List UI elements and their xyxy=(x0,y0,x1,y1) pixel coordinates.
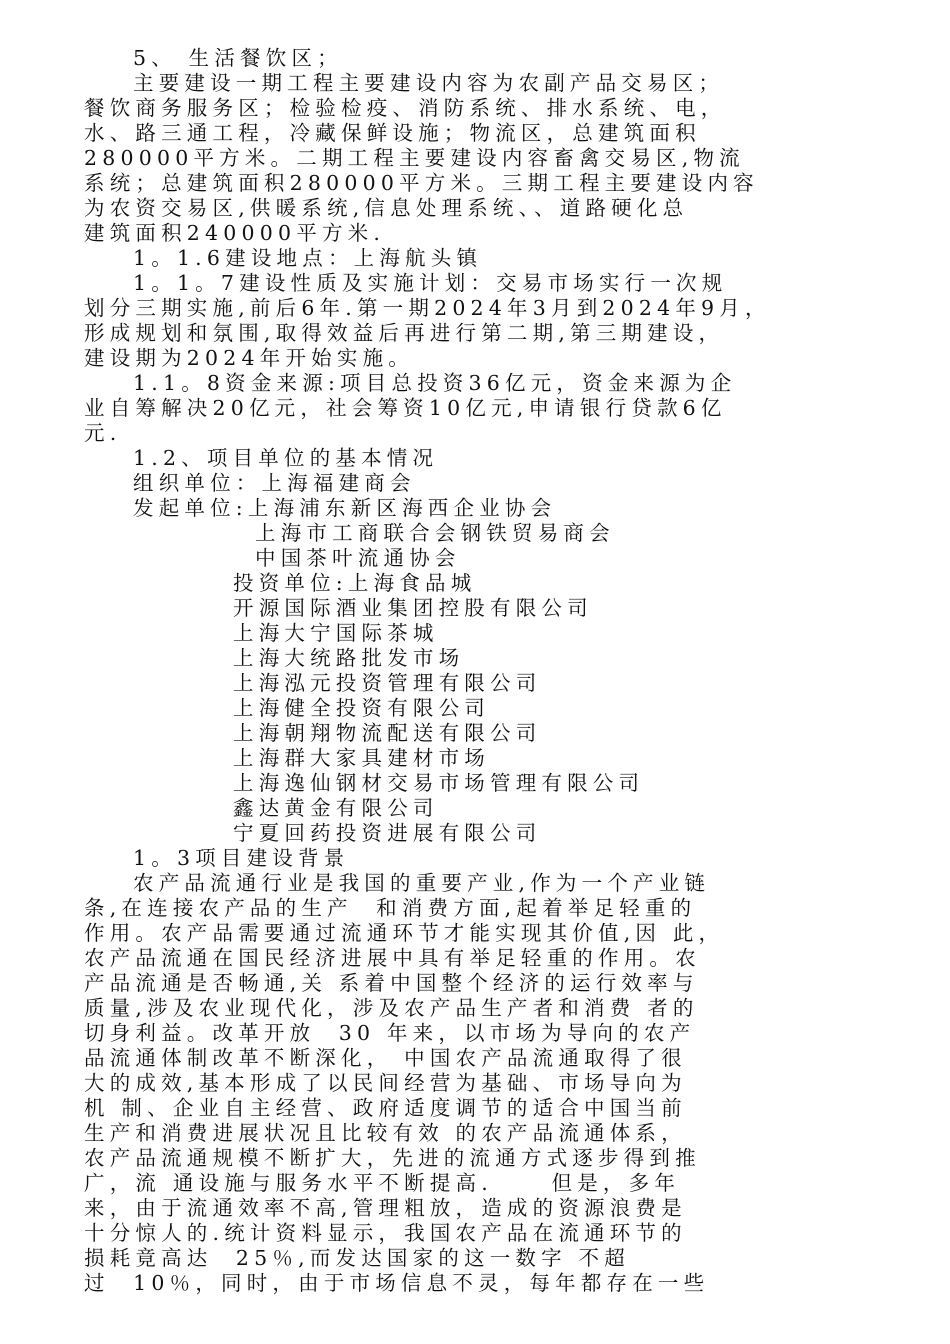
text-line: 餐饮商务服务区；检验检疫、消防系统、排水系统、电， xyxy=(84,96,727,120)
text-line: 农产品流通规模不断扩大，先进的流通方式逐步得到推 xyxy=(84,1146,701,1170)
text-line: 发起单位:上海浦东新区海西企业协会 xyxy=(133,496,557,520)
text-line: 业自筹解决20亿元，社会筹资10亿元,申请银行贷款6亿 xyxy=(84,396,727,420)
text-line: 建筑面积240000平方米. xyxy=(84,221,386,245)
text-line: 大的成效,基本形成了以民间经营为基础、市场导向为 xyxy=(84,1071,687,1095)
text-line: 1.1。8资金来源:项目总投资36亿元，资金来源为企 xyxy=(133,371,737,395)
text-line: 5、 生活餐饮区； xyxy=(133,46,343,70)
list-item: 上海群大家具建材市场 xyxy=(233,746,490,770)
list-item: 上海大宁国际茶城 xyxy=(233,621,439,645)
list-item: 上海大统路批发市场 xyxy=(233,646,465,670)
list-item: 上海泓元投资管理有限公司 xyxy=(233,671,542,695)
text-line: 品流通体制改革不断深化， 中国农产品流通取得了很 xyxy=(84,1046,687,1070)
list-item: 上海朝翔物流配送有限公司 xyxy=(233,721,542,745)
text-line: 生产和消费进展状况且比较有效 的农产品流通体系， xyxy=(84,1121,687,1145)
text-line: 投资单位:上海食品城 xyxy=(233,571,477,595)
text-line: 十分惊人的.统计资料显示，我国农产品在流通环节的 xyxy=(84,1221,687,1245)
text-line: 1。1.6建设地点：上海航头镇 xyxy=(133,246,483,270)
text-line: 过 10％，同时，由于市场信息不灵，每年都存在一些 xyxy=(84,1271,710,1295)
text-line: 产品流通是否畅通,关 系着中国整个经济的运行效率与 xyxy=(84,971,699,995)
text-line: 水、路三通工程，冷藏保鲜设施；物流区，总建筑面积 xyxy=(84,121,701,145)
text-line: 质量,涉及农业现代化，涉及农产品生产者和消费 者的 xyxy=(84,996,699,1020)
list-item: 上海健全投资有限公司 xyxy=(233,696,490,720)
text-line: 为农资交易区,供暖系统,信息处理系统、、道路硬化总 xyxy=(84,196,689,220)
text-line: 形成规划和氛围,取得效益后再进行第二期,第三期建设， xyxy=(84,321,725,345)
text-line: 建设期为2024年开始实施。 xyxy=(84,346,414,370)
text-line: 切身利益。改革开放 30 年来，以市场为导向的农产 xyxy=(84,1021,696,1045)
text-line: 条,在连接农产品的生产 和消费方面,起着举足轻重的 xyxy=(84,896,697,920)
text-line: 作用。农产品需要通过流通环节才能实现其价值,因 此， xyxy=(84,921,725,945)
text-line: 组织单位：上海福建商会 xyxy=(133,471,416,495)
text-line: 主要建设一期工程主要建设内容为农副产品交易区； xyxy=(133,71,725,95)
text-line: 机 制、企业自主经营、政府适度调节的适合中国当前 xyxy=(84,1096,687,1120)
text-line: 280000平方米。二期工程主要建设内容畜禽交易区,物流 xyxy=(84,146,745,170)
text-line: 广，流 通设施与服务水平不断提高. 但是，多年 xyxy=(84,1171,681,1195)
list-item: 鑫达黄金有限公司 xyxy=(233,796,439,820)
text-line: 损耗竟高达 25％,而发达国家的这一数字 不超 xyxy=(84,1246,630,1270)
text-line: 来，由于流通效率不高,管理粗放，造成的资源浪费是 xyxy=(84,1196,687,1220)
list-item: 宁夏回药投资进展有限公司 xyxy=(233,821,542,845)
text-line: 划分三期实施,前后6年.第一期2024年3月到2024年9月， xyxy=(84,296,771,320)
list-item: 中国茶叶流通协会 xyxy=(255,546,461,570)
text-line: 农产品流通在国民经济进展中具有举足轻重的作用。农 xyxy=(84,946,701,970)
text-line: 系统；总建筑面积280000平方米。三期工程主要建设内容 xyxy=(84,171,759,195)
list-item: 上海逸仙钢材交易市场管理有限公司 xyxy=(233,771,645,795)
section-heading: 1.2、项目单位的基本情况 xyxy=(133,446,439,470)
text-line: 元. xyxy=(84,421,122,445)
list-item: 开源国际酒业集团控股有限公司 xyxy=(233,596,593,620)
section-heading: 1。3项目建设背景 xyxy=(133,846,350,870)
list-item: 上海市工商联合会钢铁贸易商会 xyxy=(255,521,615,545)
text-line: 1。1。7建设性质及实施计划：交易市场实行一次规 xyxy=(133,271,728,295)
text-line: 农产品流通行业是我国的重要产业,作为一个产业链 xyxy=(133,871,711,895)
